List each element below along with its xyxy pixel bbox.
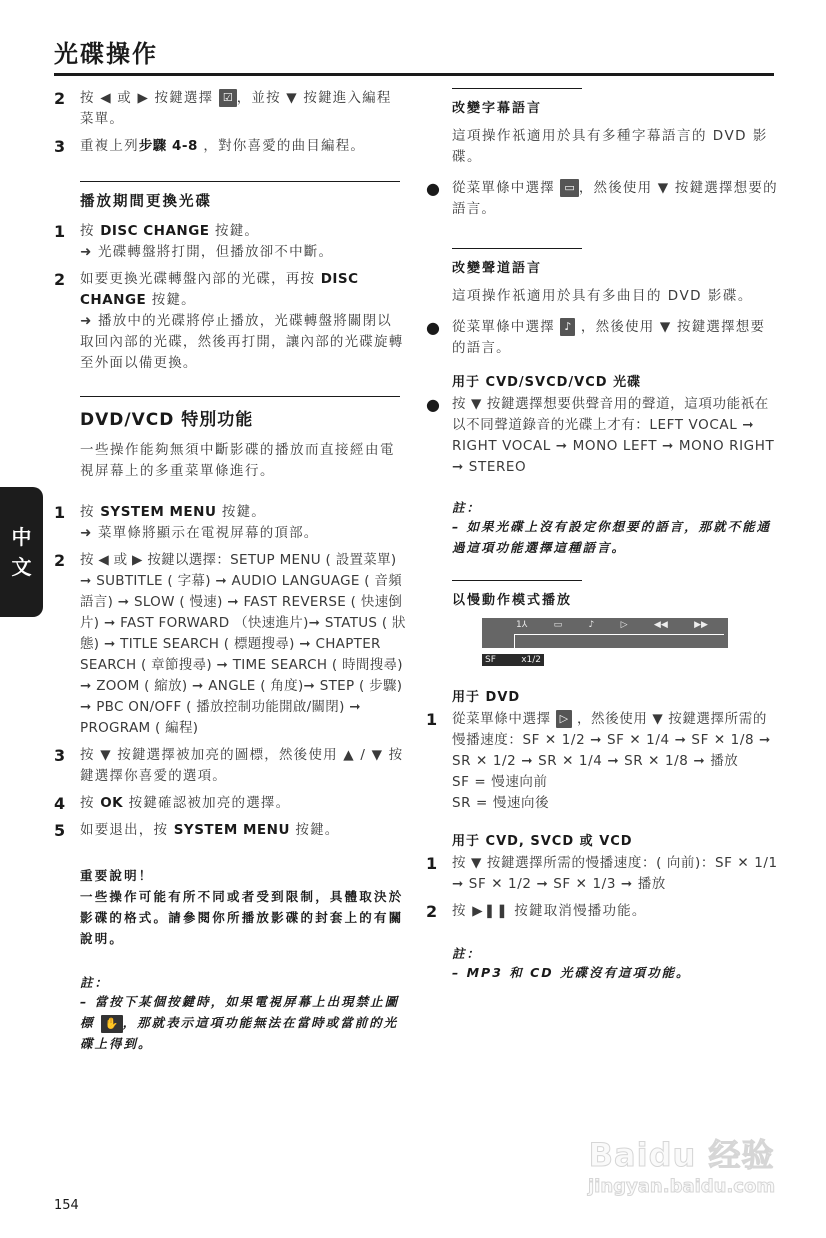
- prohibited-hand-icon: ✋: [101, 1015, 123, 1033]
- step-text: 按鍵確認被加亮的選擇。: [123, 795, 291, 811]
- step-text: 按: [80, 504, 101, 520]
- bullet-icon: ●: [426, 395, 440, 414]
- step-item: [54, 820, 406, 841]
- section-intro: 一些操作能夠無須中斷影碟的播放而直接經由電視屏幕上的多重菜單條進行。: [80, 442, 395, 479]
- step-number: 1: [426, 710, 438, 729]
- step-number: 1: [426, 854, 438, 873]
- note-body: [80, 991, 406, 1054]
- section-heading-subtitle: 改變字幕語言: [452, 101, 543, 116]
- note-text: – 當按下某個按鍵時，如果電視屏幕上出現禁止圖標: [80, 994, 400, 1030]
- step-number: 3: [54, 137, 66, 156]
- language-side-tab: [0, 487, 43, 617]
- step-number: 2: [426, 902, 438, 921]
- step-item: [54, 745, 406, 787]
- bullet-text: 從菜單條中選擇: [452, 319, 561, 335]
- osd-status-bar: [482, 654, 544, 666]
- side-tab-char: 文: [11, 555, 32, 579]
- step-text: 按鍵。: [209, 223, 260, 239]
- step-number: 4: [54, 794, 66, 813]
- step-text: 按 ▼ 按鍵選擇被加亮的圖標，然後使用 ▲ / ▼ 按鍵選擇你喜愛的選項。: [80, 747, 404, 784]
- step-item: [54, 221, 406, 263]
- bullet-item: [426, 394, 778, 478]
- right-column: [426, 88, 778, 983]
- section-heading-audio: 改變聲道語言: [452, 261, 543, 276]
- fast-forward-icon: ▶▶: [694, 620, 708, 630]
- step-text: 如要更換光碟轉盤內部的光碟，再按: [80, 271, 321, 287]
- step-item: [54, 550, 406, 739]
- watermark-url: jingyan.baidu.com: [588, 1176, 776, 1197]
- note-text: ，那就表示這項功能無法在當時或當前的光碟上得到。: [80, 1015, 399, 1051]
- watermark-logo: Baidu 经验: [588, 1136, 775, 1174]
- audio-icon: ♪: [588, 620, 595, 630]
- step-text: 按鍵。: [146, 292, 196, 308]
- step-item: [54, 136, 406, 157]
- subtitle-icon: ▭: [560, 179, 578, 197]
- bullet-text: 按 ▼ 按鍵選擇想要供聲音用的聲道，這項功能祇在以不同聲道錄音的光碟上才有：LEFT VOCAL ➞ RIGHT VOCAL ➞ MONO LEFT ➞ MONO RIGHT ➞ STEREO: [452, 396, 775, 475]
- important-body: 一些操作可能有所不同或者受到限制，具體取決於影碟的格式。請參閱你所播放影碟的封套上的有關說明。: [80, 889, 404, 946]
- sub-heading-cvd: 用于 CVD/SVCD/VCD 光碟: [452, 375, 642, 390]
- bullet-text: ，然後使用 ▼ 按鍵選擇想要的語言。: [452, 319, 766, 356]
- section-heading-slow: 以慢動作模式播放: [452, 593, 573, 608]
- step-item: [426, 853, 778, 895]
- section-divider: [452, 248, 582, 249]
- step-bold: SYSTEM MENU: [173, 822, 290, 838]
- step-text: 按 ◀ 或 ▶ 按鍵以選擇：SETUP MENU ( 設置菜單) ➞ SUBTITLE ( 字幕) ➞ AUDIO LANGUAGE ( 音頻語言) ➞ SLOW ( 慢速) ➞ FAST REVERSE ( 快速倒片) ➞ FAST FORWARD （快速進片)➞ STATUS ( 狀態) ➞ TITLE SEARCH ( 標題搜尋) ➞ CHAPTER SEARCH ( 章節搜尋) ➞ TIME SEARCH ( 時間搜尋) ➞ ZOOM ( 縮放) ➞ ANGLE ( 角度)➞ STEP ( 步驟) ➞ PBC ON/OFF ( 播放控制功能開啟/關閉) ➞ PROGRAM ( 編程): [80, 552, 406, 736]
- step-text: 如要退出，按: [80, 822, 174, 838]
- osd-line: [514, 634, 724, 635]
- note-body: – 如果光碟上沒有設定你想要的語言，那就不能通過這項功能選擇這種語言。: [452, 519, 772, 555]
- page-title: 光碟操作: [54, 40, 158, 68]
- bullet-text: ，然後使用 ▼ 按鍵選擇想要的語言。: [452, 180, 778, 217]
- osd-menu-bar: [482, 618, 728, 648]
- section-intro: 這項操作祇適用於具有多曲目的 DVD 影碟。: [452, 288, 753, 304]
- osd-line: [514, 634, 515, 648]
- subtitle-icon: ▭: [553, 620, 563, 630]
- page-number: 154: [54, 1198, 79, 1213]
- setup-menu-icon: 1⅄: [516, 620, 528, 630]
- step-text: 按鍵。: [216, 504, 266, 520]
- slow-play-icon: ▷: [556, 710, 572, 728]
- step-text: 按 ▶❚❚ 按鍵取消慢播功能。: [452, 903, 647, 919]
- step-item: [426, 901, 778, 922]
- step-result: ➜ 光碟轉盤將打開，但播放卻不中斷。: [80, 244, 334, 260]
- step-text: 按 ◀ 或 ▶ 按鍵選擇: [80, 90, 219, 106]
- step-bold: 步驟 4-8: [138, 138, 198, 154]
- section-divider: [452, 580, 582, 581]
- step-number: 1: [54, 222, 66, 241]
- fast-reverse-icon: ◀◀: [653, 620, 668, 630]
- side-tab-char: 中: [11, 525, 32, 549]
- step-result: ➜ 播放中的光碟將停止播放，光碟轉盤將關閉以取回內部的光碟，然後再打開，讓內部的光碟旋轉至外面以備更換。: [80, 313, 404, 371]
- step-number: 2: [54, 89, 66, 108]
- section-intro: 這項操作祇適用於具有多種字幕語言的 DVD 影碟。: [452, 128, 768, 165]
- section-divider: [80, 396, 400, 397]
- note-heading: 註：: [452, 946, 482, 961]
- note-heading: 註：: [80, 975, 110, 990]
- section-divider: [452, 88, 582, 89]
- step-item: [54, 793, 406, 814]
- step-item: [54, 269, 406, 374]
- step-item: [54, 88, 406, 130]
- step-number: 1: [54, 503, 66, 522]
- slow-icon: ▷: [620, 620, 628, 630]
- osd-status-mode: SF: [485, 655, 496, 665]
- audio-language-icon: ♪: [560, 318, 575, 336]
- osd-status-speed: x1/2: [521, 655, 541, 665]
- step-number: 2: [54, 551, 66, 570]
- step-number: 2: [54, 270, 66, 289]
- legend-sr: SR = 慢速向後: [452, 795, 550, 811]
- step-bold: DISC CHANGE: [100, 223, 210, 239]
- note-heading: 註：: [452, 500, 482, 515]
- step-text: ，並按 ▼ 按鍵進入編程菜單。: [80, 90, 392, 127]
- important-heading: 重要說明！: [80, 868, 154, 883]
- bullet-icon: ●: [426, 318, 440, 337]
- left-column: [54, 88, 406, 1054]
- step-text: 按: [80, 795, 101, 811]
- program-checkbox-icon: ☑: [219, 89, 237, 107]
- osd-icons: [516, 620, 708, 630]
- step-item: [426, 709, 778, 814]
- sub-heading-cvd-svcd: 用于 CVD, SVCD 或 VCD: [452, 834, 633, 849]
- baidu-watermark: [588, 1130, 775, 1197]
- bullet-item: [426, 317, 778, 359]
- step-bold: DISC CHANGE: [80, 271, 359, 308]
- legend-sf: SF = 慢速向前: [452, 774, 548, 790]
- title-divider: [54, 73, 774, 76]
- step-text: 按 ▼ 按鍵選擇所需的慢播速度：( 向前)：SF ✕ 1/1 ➞ SF ✕ 1/2 ➞ SF ✕ 1/3 ➞ 播放: [452, 855, 778, 892]
- bullet-icon: ●: [426, 179, 440, 198]
- bullet-item: [426, 178, 778, 220]
- step-text: 按鍵。: [289, 822, 340, 838]
- step-number: 3: [54, 746, 66, 765]
- step-item: [54, 502, 406, 544]
- step-bold: OK: [100, 795, 124, 811]
- sub-heading-dvd: 用于 DVD: [452, 690, 521, 705]
- step-text: ，然後使用 ▼ 按鍵選擇所需的慢播速度：SF ✕ 1/2 ➞ SF ✕ 1/4 ➞ SF ✕ 1/8 ➞ SR ✕ 1/2 ➞ SR ✕ 1/4 ➞ SR ✕ 1/8 ➞ 播放: [452, 711, 771, 769]
- section-divider: [80, 181, 400, 182]
- step-text: 重複上列: [80, 138, 139, 154]
- step-result: ➜ 菜單條將顯示在電視屏幕的頂部。: [80, 525, 319, 541]
- step-number: 5: [54, 821, 66, 840]
- section-heading-special: DVD/VCD 特別功能: [80, 410, 254, 430]
- step-text: 從菜單條中選擇: [452, 711, 556, 727]
- step-text: ，對你喜愛的曲目編程。: [197, 138, 366, 154]
- section-heading-disc-change: 播放期間更換光碟: [80, 194, 212, 210]
- note-body: – MP3 和 CD 光碟沒有這項功能。: [452, 965, 691, 980]
- step-bold: SYSTEM MENU: [100, 504, 217, 520]
- step-text: 按: [80, 223, 101, 239]
- bullet-text: 從菜單條中選擇: [452, 180, 561, 196]
